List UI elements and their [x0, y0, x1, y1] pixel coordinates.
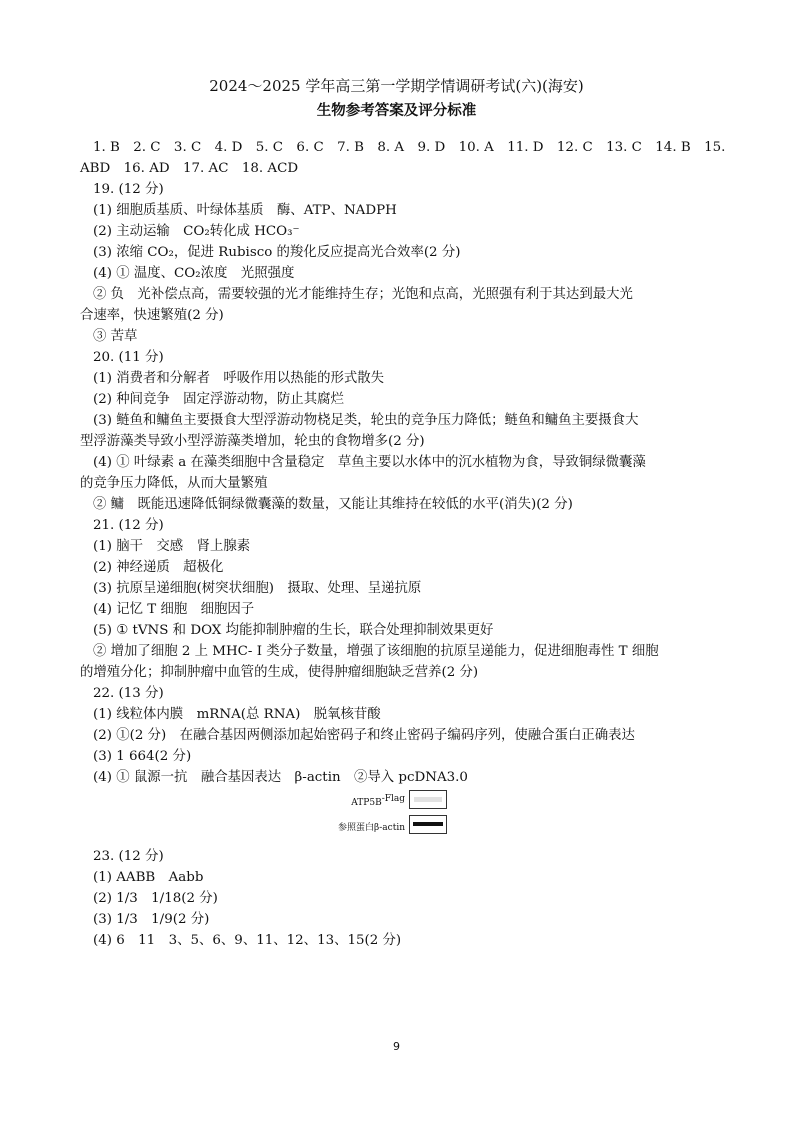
answer-key-subtitle: 生物参考答案及评分标准	[316, 103, 477, 119]
strong-band	[413, 822, 443, 826]
mc-answers-line-1: 1. B 2. C 3. C 4. D 5. C 6. C 7. B 8. A 9. D 10. A 11. D 12. C 13. C 14. B 15.	[93, 140, 726, 155]
q21-5-2-cont: 的增殖分化；抑制肿瘤中血管的生成，使得肿瘤细胞缺乏营养(2 分)	[80, 665, 479, 680]
q22-1: (1) 线粒体内膜 mRNA(总 RNA) 脱氧核苷酸	[93, 707, 381, 722]
q23-4: (4) 6 11 3、5、6、9、11、12、13、15(2 分)	[93, 933, 402, 948]
q22-4: (4) ① 鼠源一抗 融合基因表达 β-actin ②导入 pcDNA3.0	[93, 770, 468, 785]
q20-2: (2) 种间竞争 固定浮游动物，防止其腐烂	[93, 392, 344, 407]
blot-lane-atp5b	[409, 790, 447, 809]
q23-3: (3) 1/3 1/9(2 分)	[93, 912, 210, 927]
q19-4-1: (4) ① 温度、CO₂浓度 光照强度	[93, 266, 295, 281]
q21-heading: 21. (12 分)	[93, 518, 164, 533]
blot-lane-beta-actin	[409, 815, 447, 834]
q21-2: (2) 神经递质 超极化	[93, 560, 224, 575]
q20-3-cont: 型浮游藻类导致小型浮游藻类增加，轮虫的食物增多(2 分)	[80, 434, 425, 449]
q23-1: (1) AABB Aabb	[93, 870, 204, 885]
q19-1: (1) 细胞质基质、叶绿体基质 酶、ATP、NADPH	[93, 203, 397, 218]
q20-4-1: (4) ① 叶绿素 a 在藻类细胞中含量稳定 草鱼主要以水体中的沉水植物为食，导致铜绿微囊藻	[93, 455, 646, 470]
blot-label-atp5b: $ATP5B^{-Flag}$	[351, 794, 405, 808]
q21-4: (4) 记忆 T 细胞 细胞因子	[93, 602, 255, 617]
q20-4-2: ② 鳙 既能迅速降低铜绿微囊藻的数量，又能让其维持在较低的水平(消失)(2 分)	[93, 497, 573, 512]
q19-4-2-cont: 合速率，快速繁殖(2 分)	[80, 308, 224, 323]
q21-5-2: ② 增加了细胞 2 上 MHC- I 类分子数量，增强了该细胞的抗原呈递能力，促进细胞毒性 T 细胞	[93, 644, 659, 659]
q23-heading: 23. (12 分)	[93, 849, 164, 864]
q19-2: (2) 主动运输 CO₂转化成 HCO₃⁻	[93, 224, 300, 239]
q22-3: (3) 1 664(2 分)	[93, 749, 192, 764]
q21-1: (1) 脑干 交感 肾上腺素	[93, 539, 251, 554]
q22-2: (2) ①(2 分) 在融合基因两侧添加起始密码子和终止密码子编码序列，使融合蛋白正确表达	[93, 728, 635, 743]
q19-4-3: ③ 苦草	[93, 329, 138, 344]
mc-answers-line-2: ABD 16. AD 17. AC 18. ACD	[80, 161, 299, 176]
q20-4-1-cont: 的竞争压力降低，从而大量繁殖	[80, 476, 268, 491]
q21-5-1: (5) ① tVNS 和 DOX 均能抑制肿瘤的生长，联合处理抑制效果更好	[93, 623, 494, 638]
q20-3: (3) 鲢鱼和鳙鱼主要摄食大型浮游动物桡足类，轮虫的竞争压力降低；鲢鱼和鳙鱼主要摄食大	[93, 413, 639, 428]
q20-heading: 20. (11 分)	[93, 350, 164, 365]
q22-heading: 22. (13 分)	[93, 686, 164, 701]
faint-band	[414, 797, 442, 802]
exam-title: 2024～2025 学年高三第一学期学情调研考试(六)(海安)	[209, 77, 584, 95]
q19-3: (3) 浓缩 CO₂，促进 Rubisco 的羧化反应提高光合效率(2 分)	[93, 245, 461, 260]
q21-3: (3) 抗原呈递细胞(树突状细胞) 摄取、处理、呈递抗原	[93, 581, 422, 596]
q19-4-2: ② 负 光补偿点高，需要较强的光才能维持生存；光饱和点高，光照强有利于其达到最大光	[93, 287, 633, 302]
page-number: 9	[393, 1040, 400, 1053]
q20-1: (1) 消费者和分解者 呼吸作用以热能的形式散失	[93, 371, 385, 386]
blot-label-beta-actin: 参照蛋白β-actin	[338, 823, 405, 833]
q19-heading: 19. (12 分)	[93, 182, 164, 197]
q23-2: (2) 1/3 1/18(2 分)	[93, 891, 218, 906]
